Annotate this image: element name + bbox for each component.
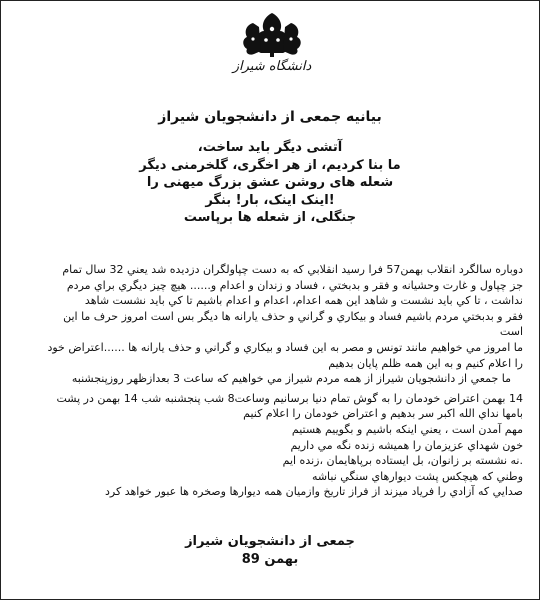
university-logo [217,9,327,81]
body-line: فقر و بدبختي مردم باشيم فساد و بيکاري و گراني و حذف يارانه ها ديگر بس است امروز حرف ما اين [63,309,523,323]
body-line: وطني که هيچکس پشت ديوارهاي سنگي نباشه [311,469,523,483]
body-line: خون شهداي عزيزمان را هميشه زنده نگه مي داريم [290,438,523,452]
body-line: .نه نشسته بر زانوان، بل ايستاده برپاهايمان ،زنده ايم [282,454,523,468]
body-line: جز چپاول و غارت وحشيانه و فقر و بدبختي ، فساد و زندان و اعدام و...... هيچ چيز ديگري براي مردم [66,278,523,292]
poem-line: آتشی دیگر باید ساخت، [197,140,343,155]
body-line: بامها نداي الله اکبر سر بدهيم و اعتراض خودمان را اعلام کنيم [243,407,523,421]
statement-body [13,262,523,500]
poem-line: ما بنا کردیم، از هر اخگری، گلخرمنی دیگر [139,157,401,173]
signature-name: جمعی از دانشجویان شیراز [185,534,355,549]
body-line: نداشت ، تا کي بايد نشست و شاهد اين همه اعدام، اعدام و اعدام باشيم تا کي بايد نشست شاهد [84,294,523,308]
body-line: 14 بهمن اعتراض خودمان را به گوش تمام دنيا برسانيم وساعت8 شب پنجشنبه شب 14 بهمن در پشت [56,391,523,405]
body-line: است [499,325,523,339]
poem-line: !اینک اینک، بار! بنگر [205,192,335,208]
body-line: مهم آمدن است ، يعني اينکه باشيم و بگوييم هستيم [291,422,523,436]
cypress-tree-emblem-icon [217,9,327,59]
body-line: ما جمعي از دانشجويان شيراز از همه مردم شيراز مي خواهيم که ساعت 3 بعدازظهر روزپنجشنبه [71,372,511,386]
body-line: صدايي که آزادي را فرياد ميزند از فراز تاريخ وازميان همه ديوارها وصخره ها عبور خواهد کرد [105,485,523,499]
statement-title: بیانیه جمعی از دانشجویان شیراز [158,109,382,125]
body-line: را اعلام کنيم و به اين همه ظلم پايان بدهيم [328,356,523,370]
body-line: دوباره سالگرد انقلاب بهمن57 فرا رسید انقلابي که به دست چپاولگران دزديده شد يعني 32 سال تمام [62,263,523,276]
signature-block [41,533,499,569]
poem-block [41,139,499,227]
logo-caption: دانشگاه شیراز [232,59,312,74]
body-line: ما امروز مي خواهيم مانند تونس و مصر به اين فساد و بيکاري و گراني و حذف يارانه ها ......اعتراض خود [47,340,523,354]
poem-line: جنگلی، از شعله ها برپاست [183,210,357,225]
signature-date: بهمن 89 [241,552,299,567]
poem-line: شعله های روشن عشق بزرگ میهنی را [146,175,394,190]
